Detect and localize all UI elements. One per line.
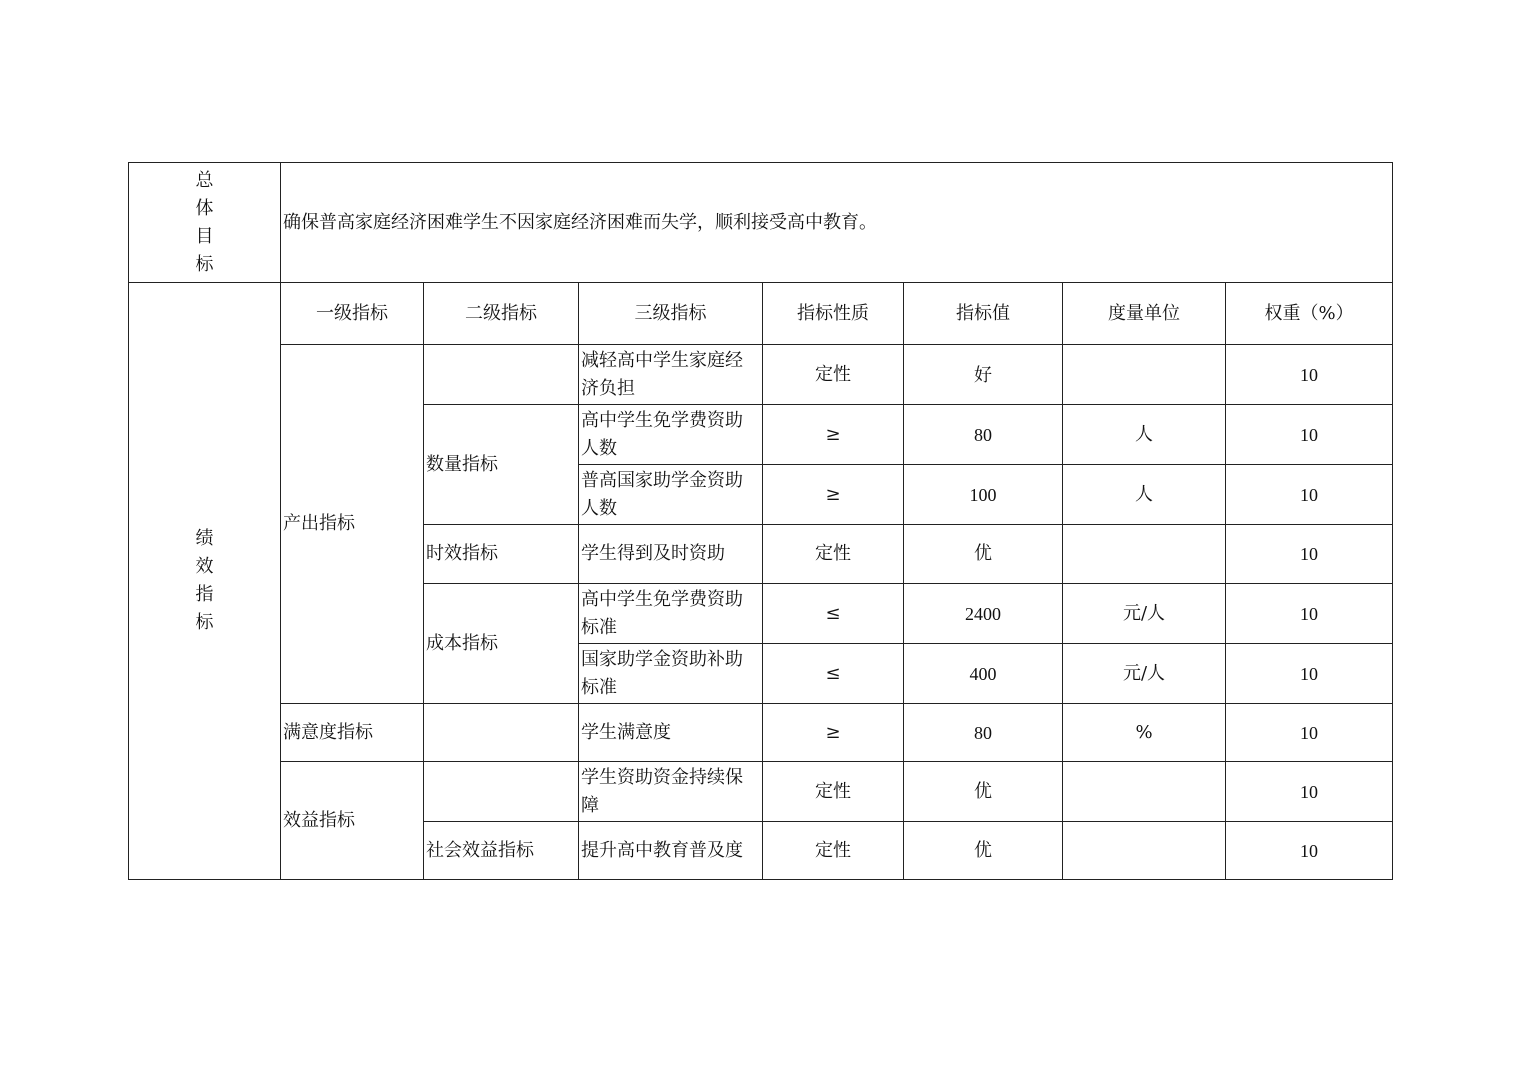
- table-row: [129, 762, 1393, 822]
- indicator-value: 优: [904, 822, 1063, 880]
- header-level1: 一级指标: [281, 283, 424, 345]
- indicator-unit: [1063, 345, 1226, 405]
- third-indicator: 学生得到及时资助: [579, 525, 763, 584]
- third-indicator: 学生资助资金持续保障: [579, 762, 763, 822]
- header-level3: 三级指标: [579, 283, 763, 345]
- indicator-weight: 10: [1226, 822, 1393, 880]
- subgroup-timeliness: 时效指标: [424, 525, 579, 584]
- indicator-unit: 人: [1063, 405, 1226, 465]
- third-indicator: 学生满意度: [579, 704, 763, 762]
- subgroup-quantity: 数量指标: [424, 405, 579, 525]
- third-indicator: 普高国家助学金资助人数: [579, 465, 763, 525]
- header-nature: 指标性质: [763, 283, 904, 345]
- indicator-unit: 元/人: [1063, 644, 1226, 704]
- indicator-weight: 10: [1226, 704, 1393, 762]
- indicator-value: 优: [904, 762, 1063, 822]
- indicator-value: 80: [904, 405, 1063, 465]
- indicator-value: 优: [904, 525, 1063, 584]
- group-output: 产出指标: [281, 345, 424, 704]
- indicator-nature: ≥: [763, 405, 904, 465]
- indicator-value: 2400: [904, 584, 1063, 644]
- indicator-weight: 10: [1226, 345, 1393, 405]
- indicator-unit: %: [1063, 704, 1226, 762]
- subgroup-social: 社会效益指标: [424, 822, 579, 880]
- subgroup-empty: [424, 762, 579, 822]
- table-row: [129, 345, 1393, 405]
- indicator-value: 400: [904, 644, 1063, 704]
- indicator-value: 80: [904, 704, 1063, 762]
- indicator-nature: 定性: [763, 762, 904, 822]
- indicator-unit: [1063, 762, 1226, 822]
- header-level2: 二级指标: [424, 283, 579, 345]
- third-indicator: 高中学生免学费资助标准: [579, 584, 763, 644]
- table-row: [129, 704, 1393, 762]
- header-unit: 度量单位: [1063, 283, 1226, 345]
- indicator-unit: [1063, 822, 1226, 880]
- indicator-unit: [1063, 525, 1226, 584]
- indicator-weight: 10: [1226, 762, 1393, 822]
- indicator-unit: 人: [1063, 465, 1226, 525]
- indicator-value: 100: [904, 465, 1063, 525]
- indicator-nature: ≥: [763, 465, 904, 525]
- indicator-nature: 定性: [763, 345, 904, 405]
- group-benefit: 效益指标: [281, 762, 424, 880]
- header-value: 指标值: [904, 283, 1063, 345]
- goal-label: 总 体 目 标: [129, 163, 281, 283]
- header-row: [129, 283, 1393, 345]
- third-indicator: 高中学生免学费资助人数: [579, 405, 763, 465]
- third-indicator: 减轻高中学生家庭经济负担: [579, 345, 763, 405]
- indicator-nature: ≤: [763, 584, 904, 644]
- performance-target-table: [128, 162, 1393, 880]
- indicator-weight: 10: [1226, 525, 1393, 584]
- indicators-label: 绩 效 指 标: [129, 283, 281, 880]
- indicator-nature: 定性: [763, 525, 904, 584]
- goal-row: [129, 163, 1393, 283]
- indicator-weight: 10: [1226, 405, 1393, 465]
- indicator-nature: ≤: [763, 644, 904, 704]
- subgroup-empty: [424, 345, 579, 405]
- indicator-unit: 元/人: [1063, 584, 1226, 644]
- third-indicator: 国家助学金资助补助标准: [579, 644, 763, 704]
- indicator-nature: 定性: [763, 822, 904, 880]
- indicator-weight: 10: [1226, 465, 1393, 525]
- goal-text: 确保普高家庭经济困难学生不因家庭经济困难而失学，顺利接受高中教育。: [281, 163, 1393, 283]
- indicator-weight: 10: [1226, 644, 1393, 704]
- indicator-nature: ≥: [763, 704, 904, 762]
- header-weight: 权重（%）: [1226, 283, 1393, 345]
- subgroup-empty: [424, 704, 579, 762]
- indicator-value: 好: [904, 345, 1063, 405]
- subgroup-cost: 成本指标: [424, 584, 579, 704]
- group-satisfaction: 满意度指标: [281, 704, 424, 762]
- third-indicator: 提升高中教育普及度: [579, 822, 763, 880]
- indicator-weight: 10: [1226, 584, 1393, 644]
